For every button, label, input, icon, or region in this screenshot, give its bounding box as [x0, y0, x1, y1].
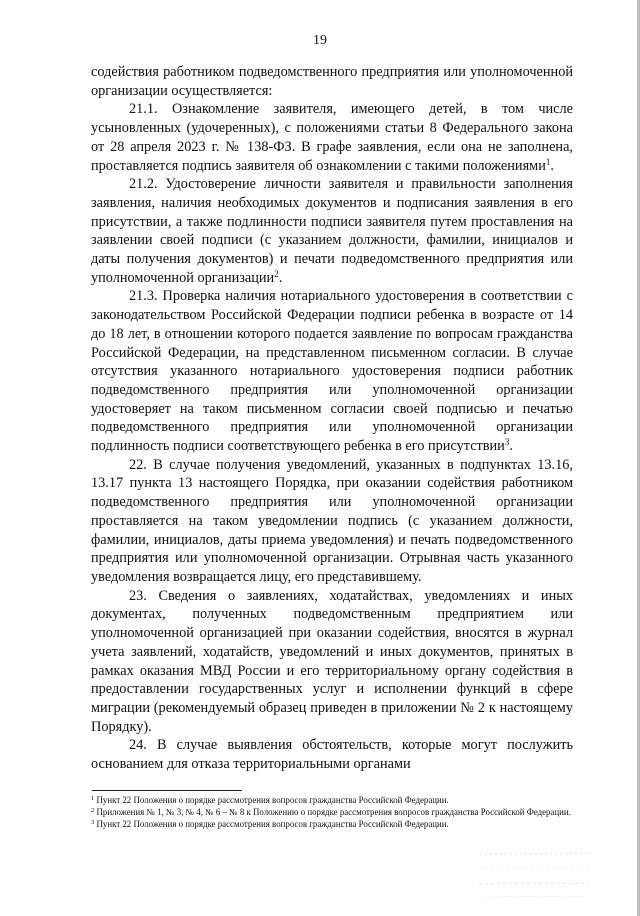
paragraph-text: 22. В случае получения уведомлений, указанных в подпунктах 13.16, 13.17 пункта 13 настоящего Порядка, при оказании содействия работником подведомственного предприятия или уполномоченной организации проставляется на таком уведомлении подпись (с указанием должности, фамилии, инициалов, даты приема уведомления) и печать подведомственного предприятия или уполномоченной организации. Отрывная часть указанного уведомления возвращается лицу, его представившему. [91, 456, 573, 585]
document-body [91, 63, 573, 774]
paragraph-end: . [550, 157, 554, 174]
paragraph-text: 21.1. Ознакомление заявителя, имеющего детей, в том числе усыновленных (удочеренных), с положениями статьи 8 Федерального закона от 28 апреля 2023 г. № 138-ФЗ. В графе заявления, если она не заполнена, проставляется подпись заявителя об ознакомлении с такими положениями [91, 101, 573, 174]
paragraph-continuation [91, 63, 573, 100]
paragraph-22 [91, 456, 573, 587]
footnote-2 [91, 807, 579, 818]
footnote-text: Пункт 22 Положения о порядке рассмотрения вопросов гражданства Российской Федерации. [96, 819, 449, 830]
paragraph-24 [91, 736, 573, 773]
paragraph-21-2 [91, 175, 573, 287]
paragraph-end: . [278, 269, 283, 286]
scan-artifact-icon [476, 846, 596, 902]
footnote-text: Приложения № 1, № 3, № 4, № 6 – № 8 к Положению о порядке рассмотрения вопросов гражданства Российской Федерации. [96, 807, 571, 818]
footnote-number: 3 [91, 819, 95, 827]
footnote-ref-2[interactable]: 2 [274, 268, 279, 279]
footnotes [91, 795, 579, 832]
paragraph-21-1 [91, 100, 573, 175]
paragraph-text: 21.2. Удостоверение личности заявителя и правильности заполнения заявления, наличия необходимых документов и подписания заявления в его присутствии, а также подлинности подписи заявителя путем проставления на заявлении своей подписи (с указанием должности, фамилии, инициалов и даты получения документов) и печати подведомственного предприятия или уполномоченной организации [91, 176, 573, 286]
paragraph-21-3 [91, 287, 573, 455]
footnote-ref-1[interactable]: 1 [545, 156, 551, 167]
page-number: 19 [313, 33, 327, 48]
paragraph-end: . [509, 438, 513, 455]
paragraph-text: содействия работником подведомственного предприятия или уполномоченной организации осуществляется: [91, 64, 573, 99]
footnote-number: 2 [91, 807, 95, 815]
paragraph-23 [91, 587, 573, 737]
paragraph-text: 23. Сведения о заявлениях, ходатайствах, уведомлениях и иных документах, полученных подведомственным предприятием или уполномоченной организацией при оказании содействия, вносятся в журнал учета заявлений, ходатайств, уведомлений и иных документов, принятых в рамках оказания МВД России и его территориальному органу содействия в предоставлении государственных услуг и исполнении функций в сфере миграции (рекомендуемый образец приведен в приложении № 2 к настоящему Порядку). [91, 587, 573, 735]
footnote-divider [92, 790, 242, 791]
footnote-3 [91, 819, 579, 830]
footnote-number: 1 [91, 795, 95, 802]
paragraph-text: 24. В случае выявления обстоятельств, которые могут послужить основанием для отказа территориальными органами [91, 737, 573, 773]
footnote-1 [91, 795, 579, 806]
footnote-ref-3[interactable]: 3 [504, 437, 510, 448]
paragraph-text: 21.3. Проверка наличия нотариального удостоверения в соответствии с законодательством Российской Федерации подписи ребенка в возрасте от 14 до 18 лет, в отношении которого подается заявление по вопросам гражданства Российской Федерации, на представленном письменном согласии. В случае отсутствия указанного нотариального удостоверения подписи работник подведомственного предприятия или уполномоченной организации удостоверяет на таком письменном согласии своей подписью и печатью подведомственного предприятия или уполномоченной организации подлинность подписи соответствующего ребенка в его присутствии [91, 288, 573, 455]
footnote-text: Пункт 22 Положения о порядке рассмотрения вопросов гражданства Российской Федерации. [96, 795, 449, 805]
